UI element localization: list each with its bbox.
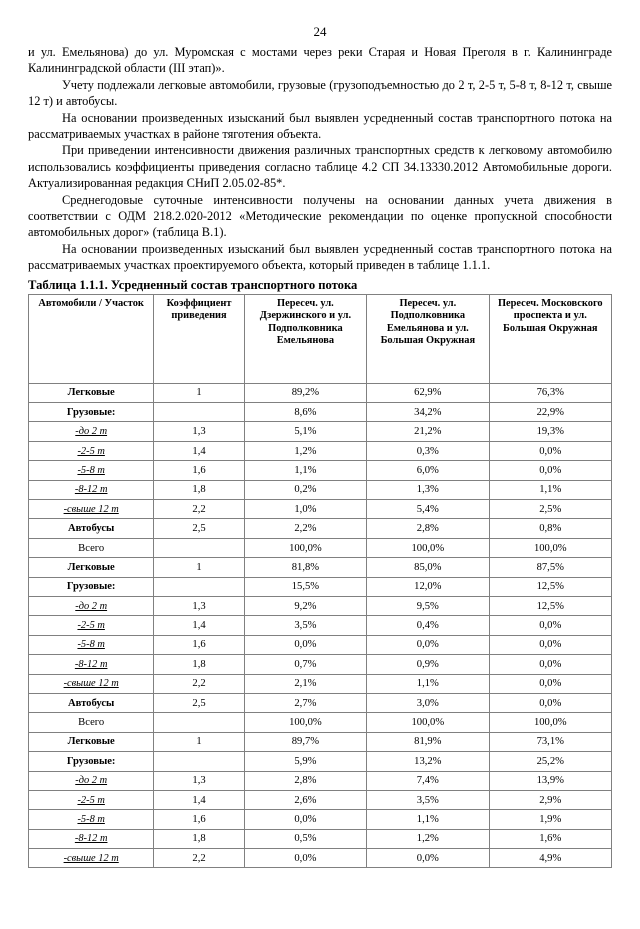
table-row [29, 829, 612, 848]
cell-intersection-1: 81,8% [244, 558, 366, 577]
cell-coefficient [154, 577, 244, 596]
paragraph: При приведении интенсивности движения различных транспортных средств к легковому автомобилю использовались коэффициенты приведения согласно таблице 4.2 СП 34.13330.2012 Автомобильные дороги. Актуализированная редакция СНиП 2.05.02-85*. [28, 143, 612, 191]
body-text-block [28, 44, 612, 274]
table-row [29, 461, 612, 480]
cell-intersection-2: 1,1% [367, 674, 489, 693]
cell-intersection-3: 2,9% [489, 790, 611, 809]
row-label: -5-8 т [29, 635, 154, 654]
cell-intersection-2: 3,0% [367, 693, 489, 712]
row-label: -8-12 т [29, 480, 154, 499]
cell-intersection-1: 2,1% [244, 674, 366, 693]
cell-intersection-3: 0,8% [489, 519, 611, 538]
document-page [0, 24, 640, 929]
cell-intersection-3: 100,0% [489, 713, 611, 732]
cell-intersection-1: 2,7% [244, 693, 366, 712]
column-header-intersection-1: Пересеч. ул. Дзержинского и ул. Подполковника Емельянова [244, 294, 366, 383]
cell-coefficient [154, 538, 244, 557]
cell-intersection-3: 87,5% [489, 558, 611, 577]
cell-intersection-1: 5,9% [244, 752, 366, 771]
cell-intersection-3: 2,5% [489, 500, 611, 519]
cell-intersection-1: 8,6% [244, 403, 366, 422]
cell-intersection-1: 100,0% [244, 538, 366, 557]
table-row [29, 693, 612, 712]
cell-intersection-2: 34,2% [367, 403, 489, 422]
cell-intersection-2: 9,5% [367, 596, 489, 615]
table-row [29, 422, 612, 441]
row-label: Легковые [29, 558, 154, 577]
cell-coefficient: 1,4 [154, 616, 244, 635]
cell-coefficient: 1,8 [154, 480, 244, 499]
cell-coefficient: 1,6 [154, 461, 244, 480]
cell-intersection-1: 0,0% [244, 810, 366, 829]
cell-intersection-3: 25,2% [489, 752, 611, 771]
cell-intersection-2: 0,9% [367, 655, 489, 674]
cell-intersection-2: 81,9% [367, 732, 489, 751]
table-row [29, 771, 612, 790]
cell-intersection-3: 13,9% [489, 771, 611, 790]
row-label: -свыше 12 т [29, 674, 154, 693]
cell-intersection-1: 0,5% [244, 829, 366, 848]
cell-intersection-1: 0,7% [244, 655, 366, 674]
table-row [29, 674, 612, 693]
cell-coefficient: 1,6 [154, 635, 244, 654]
cell-intersection-3: 4,9% [489, 849, 611, 868]
row-label: Легковые [29, 383, 154, 402]
cell-intersection-2: 21,2% [367, 422, 489, 441]
cell-coefficient [154, 403, 244, 422]
cell-intersection-3: 19,3% [489, 422, 611, 441]
cell-intersection-3: 1,1% [489, 480, 611, 499]
cell-intersection-3: 0,0% [489, 616, 611, 635]
table-caption: Таблица 1.1.1. Усредненный состав транспортного потока [28, 277, 358, 292]
cell-coefficient: 1,4 [154, 790, 244, 809]
cell-intersection-1: 5,1% [244, 422, 366, 441]
table-row [29, 616, 612, 635]
cell-intersection-3: 0,0% [489, 441, 611, 460]
cell-intersection-1: 2,2% [244, 519, 366, 538]
paragraph: Учету подлежали легковые автомобили, грузовые (грузоподъемностью до 2 т, 2-5 т, 5-8 т, 8-12 т, свыше 12 т) и автобусы. [28, 77, 612, 109]
table-row [29, 500, 612, 519]
table-row [29, 558, 612, 577]
cell-intersection-3: 12,5% [489, 596, 611, 615]
cell-intersection-2: 1,2% [367, 829, 489, 848]
row-label: Всего [29, 713, 154, 732]
table-row [29, 635, 612, 654]
table-body [29, 383, 612, 868]
row-label: -до 2 т [29, 771, 154, 790]
cell-intersection-2: 1,1% [367, 810, 489, 829]
cell-intersection-2: 0,0% [367, 635, 489, 654]
row-label: Легковые [29, 732, 154, 751]
cell-intersection-3: 0,0% [489, 693, 611, 712]
row-label: -свыше 12 т [29, 849, 154, 868]
row-label: -8-12 т [29, 655, 154, 674]
cell-intersection-2: 0,3% [367, 441, 489, 460]
cell-intersection-2: 0,4% [367, 616, 489, 635]
column-header-vehicle-section: Автомобили / Участок [29, 294, 154, 383]
cell-intersection-1: 3,5% [244, 616, 366, 635]
cell-intersection-1: 2,8% [244, 771, 366, 790]
cell-intersection-3: 0,0% [489, 635, 611, 654]
row-label: Автобусы [29, 519, 154, 538]
table-row [29, 790, 612, 809]
cell-intersection-2: 100,0% [367, 538, 489, 557]
cell-coefficient: 1,8 [154, 655, 244, 674]
cell-intersection-1: 1,2% [244, 441, 366, 460]
cell-coefficient: 1,6 [154, 810, 244, 829]
table-row [29, 752, 612, 771]
table-row [29, 538, 612, 557]
cell-intersection-2: 0,0% [367, 849, 489, 868]
cell-coefficient [154, 713, 244, 732]
table-row [29, 655, 612, 674]
cell-intersection-2: 85,0% [367, 558, 489, 577]
column-header-coefficient: Коэффициент приведения [154, 294, 244, 383]
cell-intersection-1: 0,0% [244, 635, 366, 654]
table-row [29, 383, 612, 402]
cell-intersection-1: 2,6% [244, 790, 366, 809]
cell-intersection-2: 13,2% [367, 752, 489, 771]
table-row [29, 732, 612, 751]
table-row [29, 441, 612, 460]
cell-intersection-3: 76,3% [489, 383, 611, 402]
cell-coefficient: 1 [154, 383, 244, 402]
table-row [29, 596, 612, 615]
cell-intersection-3: 0,0% [489, 674, 611, 693]
column-header-intersection-3: Пересеч. Московского проспекта и ул. Большая Окружная [489, 294, 611, 383]
table-row [29, 403, 612, 422]
cell-intersection-3: 100,0% [489, 538, 611, 557]
row-label: -2-5 т [29, 616, 154, 635]
cell-intersection-2: 6,0% [367, 461, 489, 480]
cell-coefficient: 1,3 [154, 596, 244, 615]
cell-coefficient [154, 752, 244, 771]
row-label: Автобусы [29, 693, 154, 712]
cell-coefficient: 1,3 [154, 422, 244, 441]
row-label: -до 2 т [29, 596, 154, 615]
paragraph: На основании произведенных изысканий был выявлен усредненный состав транспортного потока на рассматриваемых участках в районе тяготения объекта. [28, 110, 612, 142]
row-label: -5-8 т [29, 810, 154, 829]
row-label: -5-8 т [29, 461, 154, 480]
row-label: -8-12 т [29, 829, 154, 848]
row-label: -2-5 т [29, 790, 154, 809]
row-label: Грузовые: [29, 577, 154, 596]
cell-intersection-1: 15,5% [244, 577, 366, 596]
table-row [29, 577, 612, 596]
row-label: Грузовые: [29, 752, 154, 771]
cell-coefficient: 1,3 [154, 771, 244, 790]
paragraph: и ул. Емельянова) до ул. Муромская с мостами через реки Старая и Новая Преголя в г. Калининграде Калининградской области (III этап)». [28, 45, 612, 76]
table-row [29, 849, 612, 868]
cell-intersection-3: 1,9% [489, 810, 611, 829]
table-header-row [29, 294, 612, 383]
cell-intersection-3: 1,6% [489, 829, 611, 848]
cell-intersection-2: 12,0% [367, 577, 489, 596]
row-label: Всего [29, 538, 154, 557]
cell-coefficient: 2,5 [154, 693, 244, 712]
paragraph: Среднегодовые суточные интенсивности получены на основании данных учета движения в соответствии с ОДМ 218.2.020-2012 «Методические рекомендации по оценке пропускной способности автомобильных дорог» (таблица В.1). [28, 192, 612, 240]
cell-intersection-1: 0,0% [244, 849, 366, 868]
column-header-intersection-2: Пересеч. ул. Подполковника Емельянова и ул. Большая Окружная [367, 294, 489, 383]
paragraph: На основании произведенных изысканий был выявлен усредненный состав транспортного потока на рассматриваемых участках проектируемого объекта, который приведен в таблице 1.1.1. [28, 241, 612, 273]
cell-intersection-2: 2,8% [367, 519, 489, 538]
row-label: -2-5 т [29, 441, 154, 460]
cell-intersection-1: 100,0% [244, 713, 366, 732]
cell-intersection-2: 3,5% [367, 790, 489, 809]
table-header [29, 294, 612, 383]
row-label: Грузовые: [29, 403, 154, 422]
cell-intersection-2: 7,4% [367, 771, 489, 790]
cell-coefficient: 2,2 [154, 500, 244, 519]
cell-intersection-3: 73,1% [489, 732, 611, 751]
table-row [29, 713, 612, 732]
cell-intersection-1: 89,7% [244, 732, 366, 751]
cell-intersection-3: 22,9% [489, 403, 611, 422]
table-row [29, 480, 612, 499]
cell-intersection-1: 1,1% [244, 461, 366, 480]
cell-coefficient: 1,8 [154, 829, 244, 848]
cell-intersection-1: 9,2% [244, 596, 366, 615]
traffic-flow-table [28, 294, 612, 869]
cell-intersection-3: 0,0% [489, 461, 611, 480]
cell-coefficient: 2,5 [154, 519, 244, 538]
cell-coefficient: 1,4 [154, 441, 244, 460]
cell-intersection-2: 100,0% [367, 713, 489, 732]
table-row [29, 810, 612, 829]
cell-intersection-2: 62,9% [367, 383, 489, 402]
page-number: 24 [313, 24, 327, 39]
cell-coefficient: 2,2 [154, 849, 244, 868]
cell-intersection-3: 12,5% [489, 577, 611, 596]
cell-intersection-2: 1,3% [367, 480, 489, 499]
cell-intersection-1: 1,0% [244, 500, 366, 519]
table-row [29, 519, 612, 538]
cell-coefficient: 1 [154, 558, 244, 577]
row-label: -до 2 т [29, 422, 154, 441]
row-label: -свыше 12 т [29, 500, 154, 519]
cell-coefficient: 2,2 [154, 674, 244, 693]
cell-intersection-2: 5,4% [367, 500, 489, 519]
cell-intersection-1: 89,2% [244, 383, 366, 402]
cell-intersection-1: 0,2% [244, 480, 366, 499]
cell-intersection-3: 0,0% [489, 655, 611, 674]
cell-coefficient: 1 [154, 732, 244, 751]
